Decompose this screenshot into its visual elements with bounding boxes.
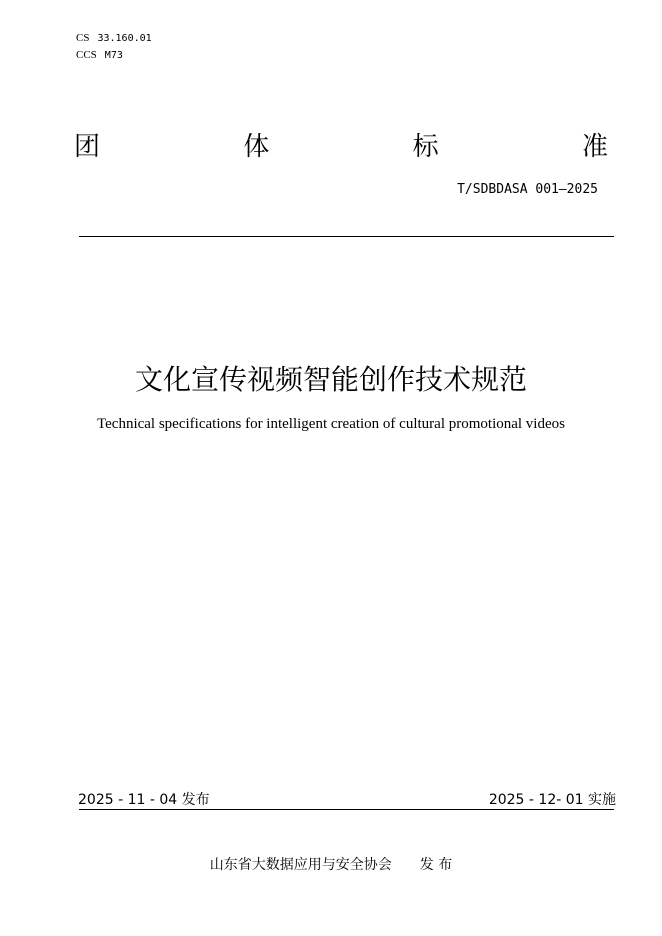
- issue-date: 2025 - 11 - 04 发布: [78, 792, 210, 808]
- standard-type-char: 团: [74, 132, 101, 162]
- standard-number: T/SDBDASA 001—2025: [457, 182, 598, 197]
- document-title-english: Technical specifications for intelligent creation of cultural promotional videos: [97, 416, 565, 432]
- standard-type-char: 标: [412, 132, 439, 162]
- implementation-date: 2025 - 12- 01 实施: [488, 792, 616, 808]
- publisher-action: 发 布: [419, 857, 453, 873]
- ics-label: CS: [76, 32, 90, 44]
- publisher-name: 山东省大数据应用与安全协会: [209, 857, 392, 873]
- standard-type: [74, 126, 608, 163]
- standard-type-char: 体: [243, 132, 270, 162]
- ccs-value: M73: [104, 50, 123, 61]
- ics-code: [76, 32, 152, 44]
- top-divider: [79, 236, 614, 237]
- standard-type-char: 准: [581, 132, 608, 162]
- ccs-label: CCS: [76, 49, 97, 61]
- bottom-divider: [79, 809, 614, 810]
- ics-value: 33.160.01: [97, 33, 152, 44]
- document-title-chinese: 文化宣传视频智能创作技术规范: [134, 363, 527, 396]
- publisher-line: [0, 854, 662, 874]
- ccs-code: [76, 49, 123, 61]
